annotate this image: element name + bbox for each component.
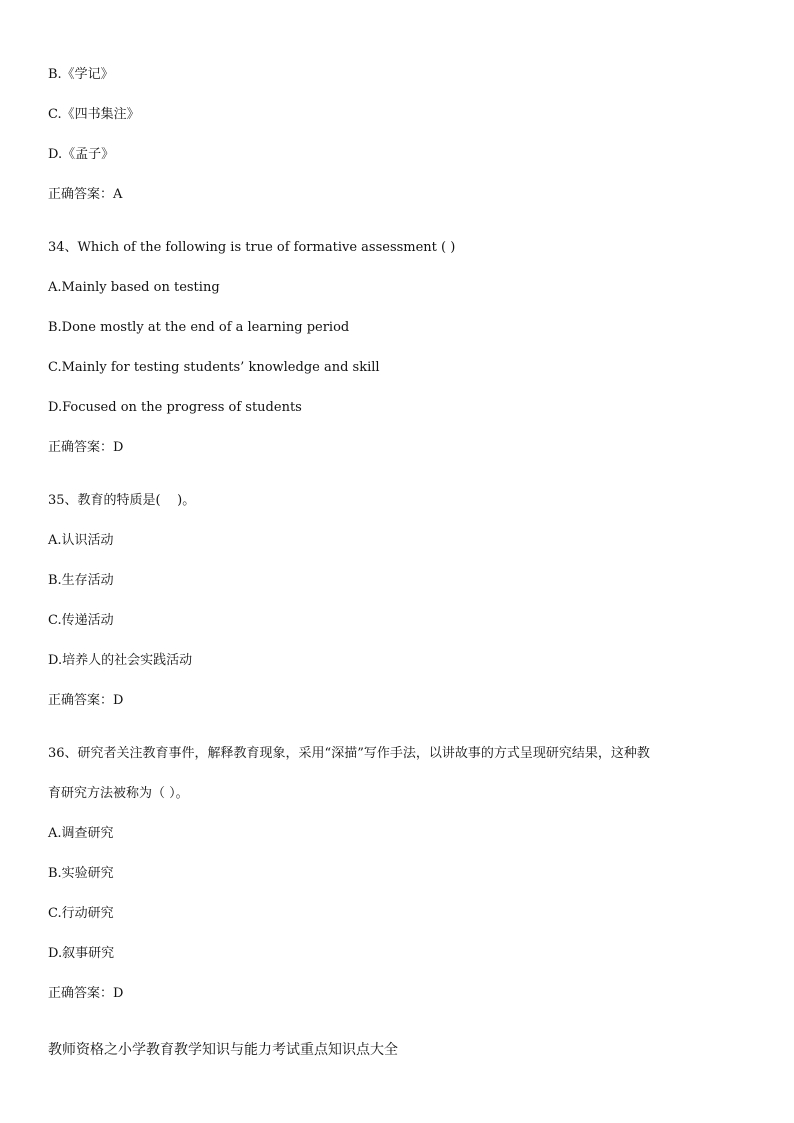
q36-option-d: D.叙事研究 <box>48 946 115 961</box>
q35-option-d: D.培养人的社会实践活动 <box>48 653 193 668</box>
q36-answer: 正确答案：D <box>48 986 124 1001</box>
q34-answer: 正确答案：D <box>48 440 124 455</box>
q35-option-a: A.认识活动 <box>48 533 114 548</box>
footer-title: 教师资格之小学教育教学知识与能力考试重点知识点大全 <box>48 1042 398 1058</box>
q34-option-a: A.Mainly based on testing <box>48 280 220 295</box>
q35-option-b: B.生存活动 <box>48 573 114 588</box>
q33-answer: 正确答案：A <box>48 187 123 202</box>
q36-option-a: A.调查研究 <box>48 826 114 841</box>
q36-question-line1: 36、研究者关注教育事件，解释教育现象，采用“深描”写作手法，以讲故事的方式呈现研究结果，这种教 <box>48 746 650 761</box>
q33-option-b: B.《学记》 <box>48 67 114 82</box>
q34-option-b: B.Done mostly at the end of a learning period <box>48 320 350 335</box>
q35-option-c: C.传递活动 <box>48 613 114 628</box>
q34-option-c: C.Mainly for testing students’ knowledge and skill <box>48 360 380 375</box>
q36-option-c: C.行动研究 <box>48 906 114 921</box>
q33-option-d: D.《孟子》 <box>48 147 115 162</box>
q34-option-d: D.Focused on the progress of students <box>48 400 302 415</box>
q33-option-c: C.《四书集注》 <box>48 107 140 122</box>
q35-question: 35、教育的特质是( )。 <box>48 493 196 508</box>
q36-question-line2: 育研究方法被称为（ ）。 <box>48 786 189 801</box>
q34-question: 34、Which of the following is true of formative assessment ( ) <box>48 240 456 255</box>
q36-option-b: B.实验研究 <box>48 866 114 881</box>
q35-answer: 正确答案：D <box>48 693 124 708</box>
